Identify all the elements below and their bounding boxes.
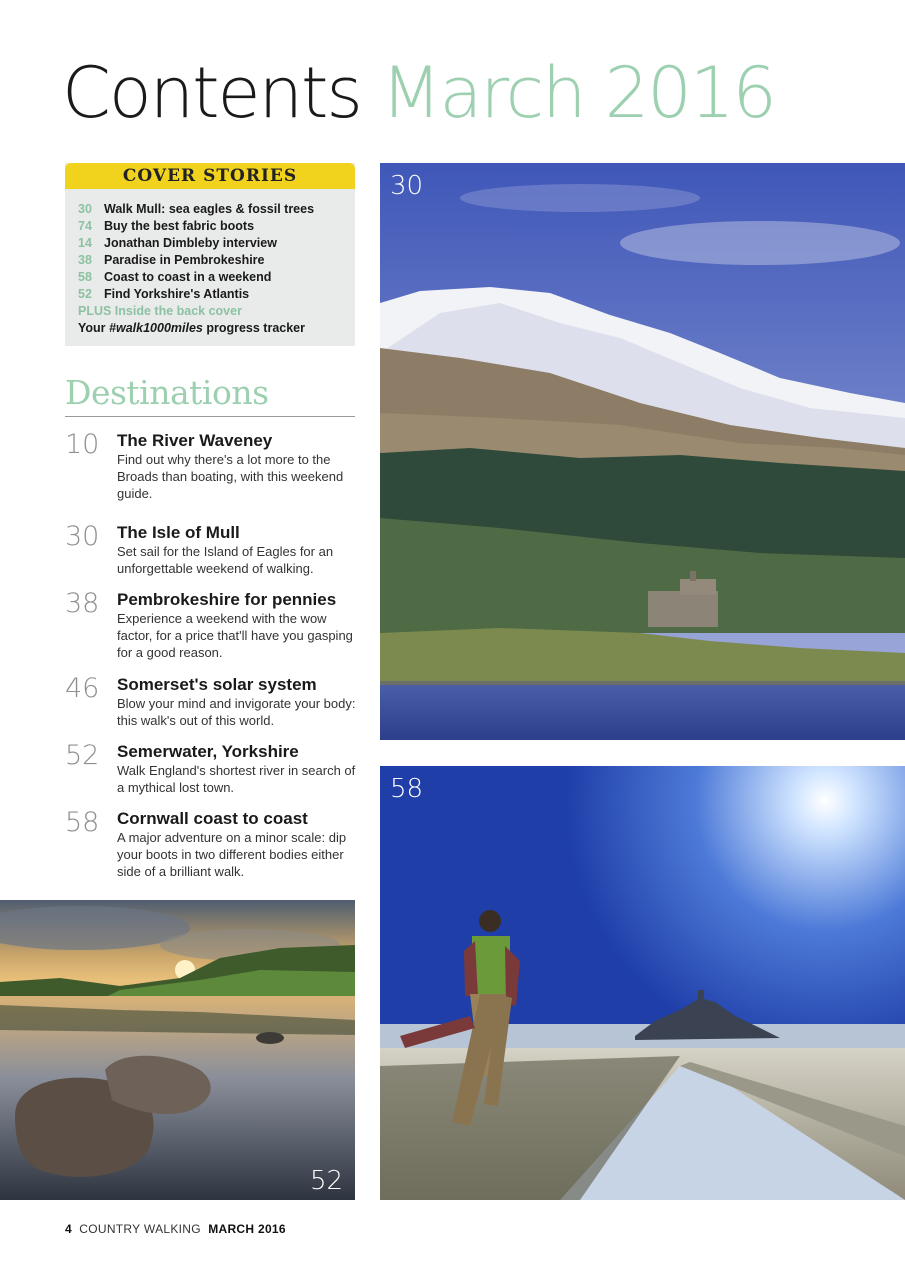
cover-story-text: Coast to coast in a weekend bbox=[104, 270, 272, 284]
cover-story-text: Jonathan Dimbleby interview bbox=[104, 236, 277, 250]
destination-page: 38 bbox=[65, 588, 100, 619]
cover-story-page: 52 bbox=[78, 287, 92, 301]
cover-story-text: Walk Mull: sea eagles & fossil trees bbox=[104, 202, 315, 216]
cover-story-page: 74 bbox=[78, 219, 92, 233]
destination-title: Pembrokeshire for pennies bbox=[117, 590, 337, 609]
cover-story-item[interactable] bbox=[78, 235, 355, 252]
destination-desc: Walk England's shortest river in search of a mythical lost town. bbox=[117, 763, 356, 795]
footer-page-number: 4 bbox=[65, 1222, 72, 1236]
cover-story-text: Buy the best fabric boots bbox=[104, 219, 255, 233]
cover-stories-heading: COVER STORIES bbox=[65, 163, 355, 189]
cover-story-item[interactable] bbox=[78, 252, 355, 269]
mull-photo-label: 30 bbox=[390, 171, 424, 201]
cornwall-photo[interactable] bbox=[380, 766, 905, 1200]
destinations-list bbox=[65, 430, 365, 880]
tracker-hashtag: #walk1000miles bbox=[109, 321, 203, 335]
tracker-note bbox=[65, 320, 355, 337]
destination-item[interactable] bbox=[65, 674, 365, 729]
cover-story-item[interactable] bbox=[78, 201, 355, 218]
destination-desc: Blow your mind and invigorate your body: this walk's out of this world. bbox=[117, 696, 356, 728]
destination-page: 46 bbox=[65, 673, 100, 704]
cover-story-item[interactable] bbox=[78, 286, 355, 303]
cover-story-page: 38 bbox=[78, 253, 92, 267]
destination-desc: Experience a weekend with the wow factor, for a price that'll have you gasping for a good reason. bbox=[117, 611, 353, 660]
destination-title: Semerwater, Yorkshire bbox=[117, 742, 299, 761]
cover-story-text: Paradise in Pembrokeshire bbox=[104, 253, 265, 267]
cover-story-page: 58 bbox=[78, 270, 92, 284]
cornwall-landscape bbox=[380, 766, 905, 1200]
title-word: Contents bbox=[62, 52, 361, 134]
cover-stories-list bbox=[65, 189, 355, 303]
cover-story-page: 30 bbox=[78, 202, 92, 216]
mull-landscape bbox=[380, 163, 905, 740]
plus-note: PLUS Inside the back cover bbox=[78, 304, 242, 318]
semerwater-photo[interactable] bbox=[0, 900, 355, 1200]
footer-issue: MARCH 2016 bbox=[208, 1222, 286, 1236]
cover-story-text: Find Yorkshire's Atlantis bbox=[104, 287, 250, 301]
destination-title: The River Waveney bbox=[117, 431, 273, 450]
destination-page: 52 bbox=[65, 740, 100, 771]
mull-photo[interactable] bbox=[380, 163, 905, 740]
cover-story-item[interactable] bbox=[78, 218, 355, 235]
destination-item[interactable] bbox=[65, 808, 365, 880]
destination-item[interactable] bbox=[65, 589, 365, 661]
tracker-pre: Your bbox=[78, 321, 110, 335]
destination-item[interactable] bbox=[65, 430, 365, 502]
cornwall-photo-label: 58 bbox=[390, 774, 424, 804]
semerwater-landscape bbox=[0, 900, 355, 1200]
destination-page: 58 bbox=[65, 807, 100, 838]
footer-magazine: COUNTRY WALKING bbox=[79, 1222, 201, 1236]
cover-story-item[interactable] bbox=[78, 269, 355, 286]
destination-item[interactable] bbox=[65, 522, 365, 577]
destination-title: Somerset's solar system bbox=[117, 675, 317, 694]
destination-desc: A major adventure on a minor scale: dip your boots in two different bodies either side of a brilliant walk. bbox=[117, 830, 347, 879]
semerwater-photo-label: 52 bbox=[310, 1166, 344, 1196]
destination-desc: Find out why there's a lot more to the Broads than boating, with this weekend guide. bbox=[117, 452, 344, 501]
cover-story-page: 14 bbox=[78, 236, 92, 250]
page-title bbox=[62, 48, 775, 138]
cover-stories-box bbox=[65, 163, 355, 346]
destination-page: 10 bbox=[65, 429, 100, 460]
destination-title: The Isle of Mull bbox=[117, 523, 240, 542]
page-footer bbox=[65, 1222, 286, 1236]
destinations-heading: Destinations bbox=[65, 372, 355, 417]
destination-item[interactable] bbox=[65, 741, 365, 796]
destination-desc: Set sail for the Island of Eagles for an unforgettable weekend of walking. bbox=[117, 544, 334, 576]
destination-title: Cornwall coast to coast bbox=[117, 809, 308, 828]
destination-page: 30 bbox=[65, 521, 100, 552]
title-date: March 2016 bbox=[381, 52, 775, 134]
tracker-post: progress tracker bbox=[202, 321, 305, 335]
